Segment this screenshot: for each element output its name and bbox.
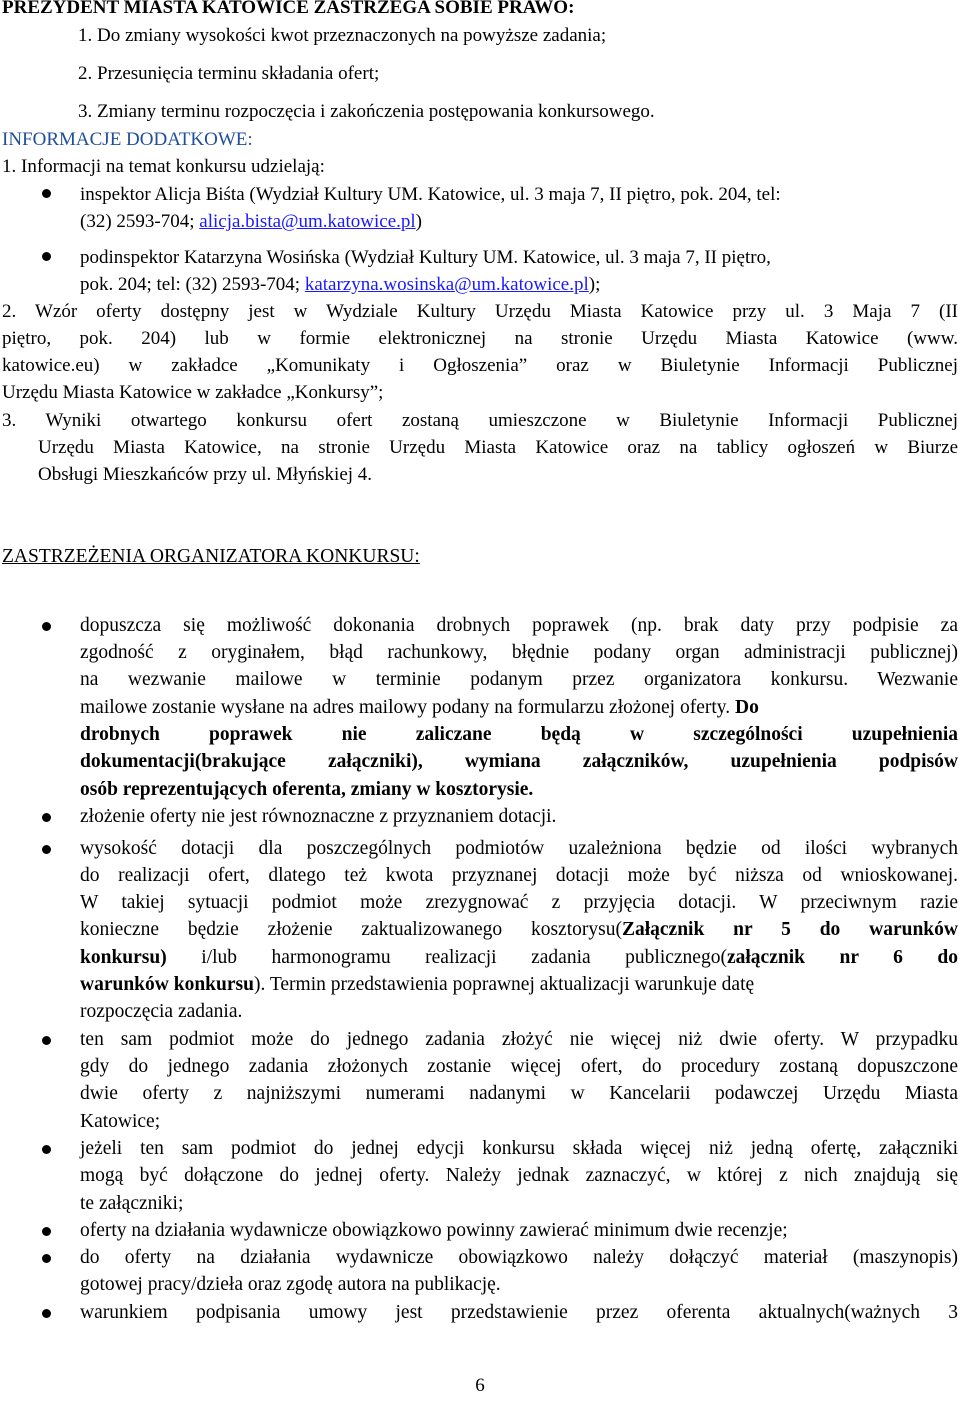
info-item-2-line: Urzędu Miasta Katowice w zakładce „Konkursy”; — [2, 382, 384, 403]
reservation-line: dwie oferty z najniższymi numerami nadanymi w Kancelarii podawczej Urzędu Miasta — [80, 1083, 958, 1104]
page-number: 6 — [475, 1375, 485, 1396]
reservation-line: wysokość dotacji dla poszczególnych podmiotów uzależniona będzie od ilości wybranych — [80, 838, 958, 859]
reservation-line: jeżeli ten sam podmiot do jednej edycji konkursu składa więcej niż jedną ofertę, załączniki — [80, 1138, 958, 1159]
bullet-icon — [42, 189, 51, 198]
reservation-line-bold: dokumentacji(brakujące załączniki), wymiana załączników, uzupełnienia podpisów — [80, 751, 958, 772]
list-item: 3. Zmiany terminu rozpoczęcia i zakończenia postępowania konkursowego. — [78, 101, 655, 122]
list-item: 2. Przesunięcia terminu składania ofert; — [78, 63, 380, 84]
reservation-text-bold: Załącznik nr 5 do warunków — [621, 919, 958, 940]
contact-person-1-line: inspektor Alicja Biśta (Wydział Kultury UM. Katowice, ul. 3 maja 7, II piętro, pok. 204, tel: — [80, 184, 781, 205]
list-item: 1. Do zmiany wysokości kwot przeznaczonych na powyższe zadania; — [78, 25, 607, 46]
reservation-text: mailowe zostanie wysłane na adres mailowy podany na formularzu złożonej oferty. — [80, 697, 731, 718]
bullet-icon — [42, 1227, 51, 1236]
bullet-icon — [42, 252, 51, 261]
paren-close: ) — [415, 211, 422, 232]
paren-close: ); — [588, 274, 601, 295]
section-heading-info: INFORMACJE DODATKOWE: — [2, 129, 253, 150]
info-item-2-line: piętro, pok. 204) lub w formie elektronicznej na stronie Urzędu Miasta Katowice (www. — [2, 328, 958, 349]
reservation-text-bold: warunków konkursu — [80, 974, 254, 995]
info-item-2-line: 2. Wzór oferty dostępny jest w Wydziale Kultury Urzędu Miasta Katowice przy ul. 3 Maja 7 (II — [2, 301, 958, 322]
reservation-text: konieczne będzie złożenie zaktualizowanego kosztorysu( — [80, 919, 622, 940]
reservation-line: złożenie oferty nie jest równoznaczne z przyznaniem dotacji. — [80, 806, 557, 827]
bullet-icon — [42, 622, 51, 631]
bullet-icon — [42, 1036, 51, 1045]
reservation-line-bold: osób reprezentujących oferenta, zmiany w kosztorysie. — [80, 779, 534, 800]
reservation-line: gotowej pracy/dzieła oraz zgodę autora na publikację. — [80, 1274, 501, 1295]
reservation-line: dopuszcza się możliwość dokonania drobnych poprawek (np. brak daty przy podpisie za — [80, 615, 958, 636]
contact-person-2-line — [80, 271, 600, 298]
contact-phone: (32) 2593-704; — [80, 211, 200, 232]
bullet-icon — [42, 1145, 51, 1154]
contact-person-1-line — [80, 208, 422, 235]
reservation-line: oferty na działania wydawnicze obowiązkowo powinny zawierać minimum dwie recenzje; — [80, 1220, 788, 1241]
reservation-line-bold: drobnych poprawek nie zaliczane będą w szczególności uzupełnienia — [80, 724, 958, 745]
reservation-line — [80, 944, 958, 972]
reservation-text: i/lub harmonogramu realizacji zadania publicznego( — [166, 947, 727, 968]
reservation-text-bold: Do — [735, 697, 759, 718]
reservation-line: na wezwanie mailowe w terminie podanym przez organizatora konkursu. Wezwanie — [80, 669, 958, 690]
reservation-line: mogą być dołączone do jednej oferty. Należy jednak zaznaczyć, w której z nich znajdują się — [80, 1165, 958, 1186]
reservation-line — [80, 694, 759, 722]
reservation-line: zgodność z oryginałem, błąd rachunkowy, błędnie podany organ administracji publicznej) — [80, 642, 958, 663]
bullet-icon — [42, 1254, 51, 1263]
reservation-line — [80, 971, 754, 999]
reservation-text: ). Termin przedstawienia poprawnej aktualizacji warunkuje datę — [253, 974, 755, 995]
reservation-line: ten sam podmiot może do jednego zadania złożyć nie więcej niż dwie oferty. W przypadku — [80, 1029, 958, 1050]
reservation-line: warunkiem podpisania umowy jest przedstawienie przez oferenta aktualnych(ważnych 3 — [80, 1302, 958, 1323]
info-item-3-line: Urzędu Miasta Katowice, na stronie Urzędu Miasta Katowice oraz na tablicy ogłoszeń w Biurze — [38, 437, 958, 458]
info-item-3-line: 3. Wyniki otwartego konkursu ofert zostaną umieszczone w Biuletynie Informacji Publicznej — [2, 410, 958, 431]
contact-phone: pok. 204; tel: (32) 2593-704; — [80, 274, 305, 295]
reservation-line: Katowice; — [80, 1111, 161, 1132]
reservation-line — [80, 916, 958, 944]
reservation-line: rozpoczęcia zadania. — [80, 1001, 243, 1022]
bullet-icon — [42, 813, 51, 822]
bullet-icon — [42, 845, 51, 854]
section-heading-rights: PREZYDENT MIASTA KATOWICE ZASTRZEGA SOBIE PRAWO: — [2, 0, 575, 18]
reservation-text-bold: konkursu) — [80, 947, 167, 968]
reservation-line: gdy do jednego zadania złożonych zostanie więcej ofert, do procedury zostaną dopuszczone — [80, 1056, 958, 1077]
bullet-icon — [42, 1309, 51, 1318]
reservation-line: do realizacji ofert, dlatego też kwota przyznanej dotacji może być niższa od wnioskowanej. — [80, 865, 958, 886]
reservation-line: W takiej sytuacji podmiot może zrezygnować z przyjęcia dotacji. W przeciwnym razie — [80, 892, 958, 913]
reservation-line: te załączniki; — [80, 1193, 184, 1214]
info-item-1: 1. Informacji na temat konkursu udzielają: — [2, 156, 325, 177]
contact-person-2-line: podinspektor Katarzyna Wosińska (Wydział Kultury UM. Katowice, ul. 3 maja 7, II piętro, — [80, 247, 771, 268]
reservation-line: do oferty na działania wydawnicze obowiązkowo należy dołączyć materiał (maszynopis) — [80, 1247, 958, 1268]
reservation-text-bold: załącznik nr 6 do — [726, 947, 958, 968]
info-item-2-line: katowice.eu) w zakładce „Komunikaty i Ogłoszenia” oraz w Biuletynie Informacji Publicznej — [2, 355, 958, 376]
info-item-3-line: Obsługi Mieszkańców przy ul. Młyńskiej 4. — [38, 464, 373, 485]
section-heading-reservations: ZASTRZEŻENIA ORGANIZATORA KONKURSU: — [2, 546, 420, 567]
email-link[interactable]: katarzyna.wosinska@um.katowice.pl — [304, 274, 589, 295]
email-link[interactable]: alicja.bista@um.katowice.pl — [199, 211, 416, 232]
